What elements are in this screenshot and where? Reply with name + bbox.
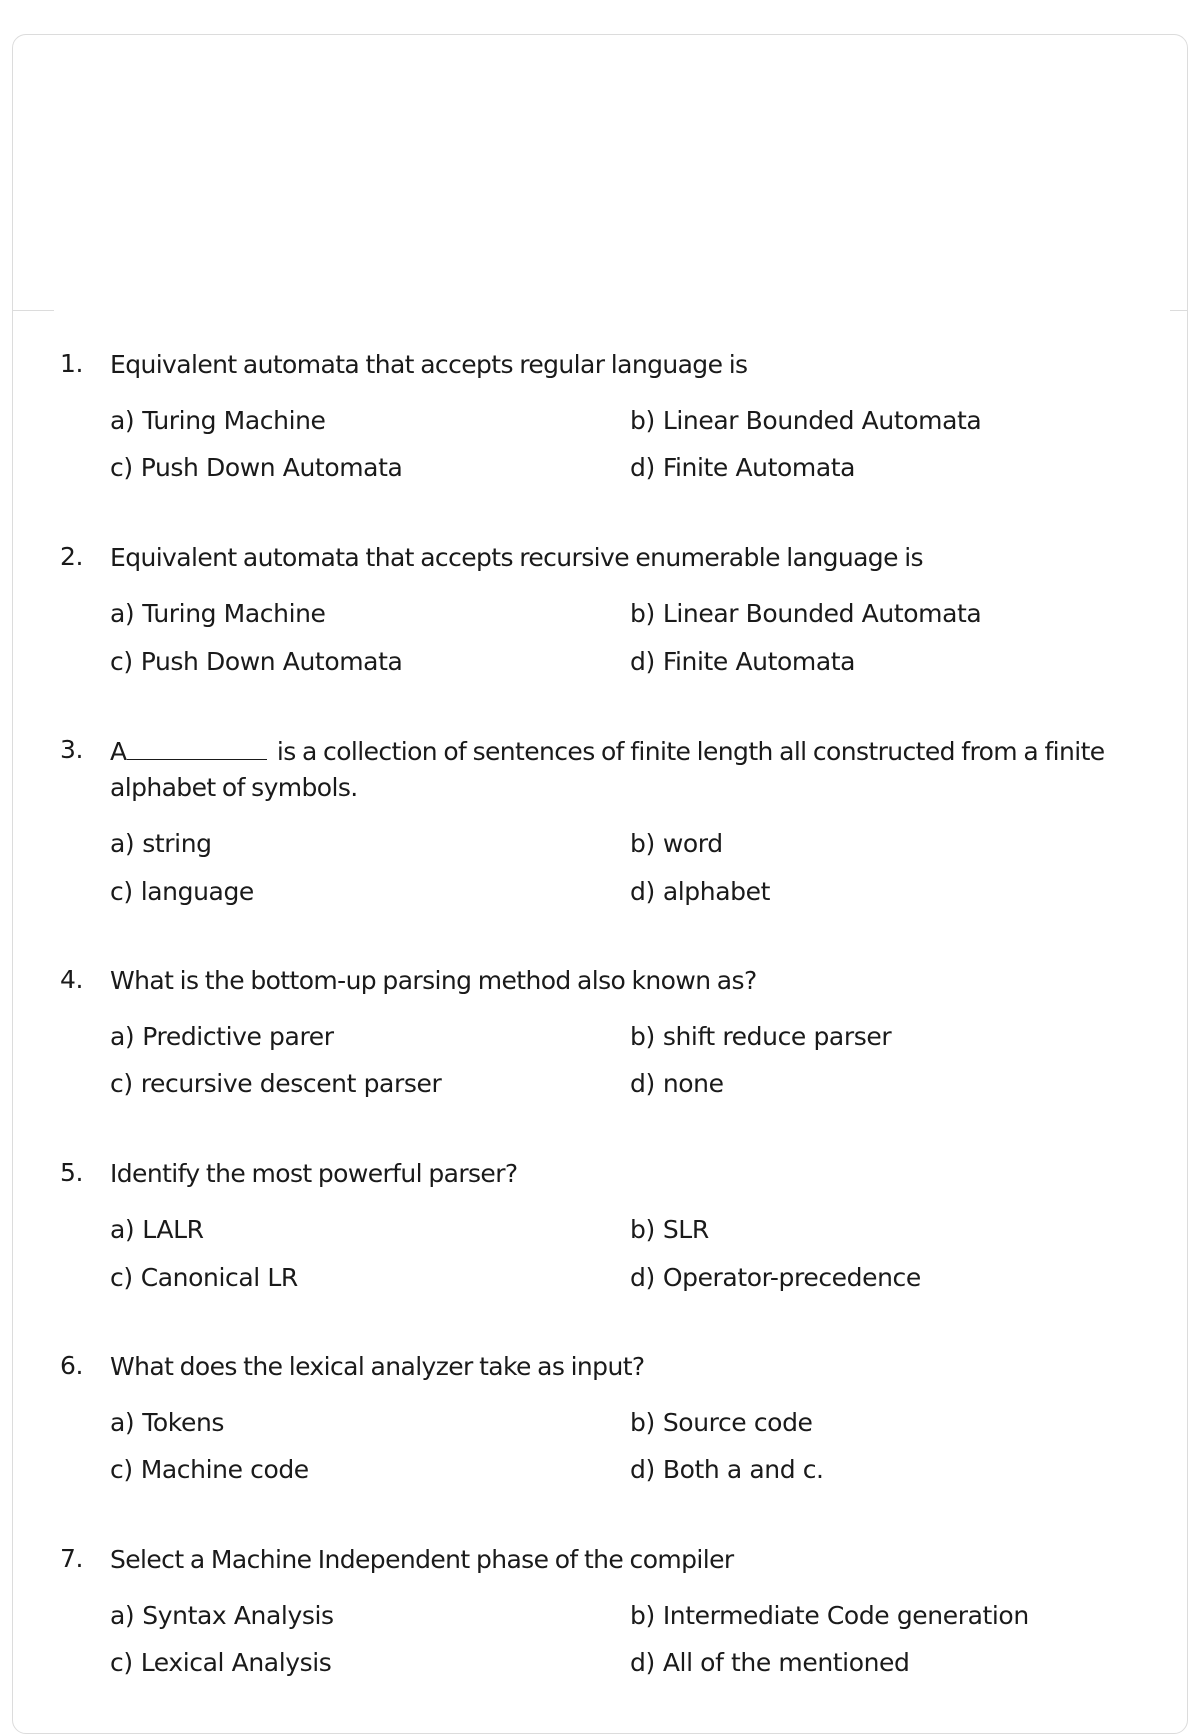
option-letter: b) xyxy=(630,829,655,858)
option-letter: c) xyxy=(110,453,133,482)
option-text: alphabet xyxy=(662,877,770,906)
option-text: shift reduce parser xyxy=(662,1022,892,1051)
option-a[interactable] xyxy=(110,1020,334,1054)
option-d[interactable] xyxy=(630,1067,724,1101)
question-text: Equivalent automata that accepts recursive enumerable language is xyxy=(110,543,923,572)
option-text: Linear Bounded Automata xyxy=(662,406,982,435)
question-text: Equivalent automata that accepts regular language is xyxy=(110,350,748,379)
option-b[interactable] xyxy=(630,597,981,631)
question-number: 7. xyxy=(60,1544,84,1573)
option-letter: c) xyxy=(110,1263,133,1292)
option-text: Source code xyxy=(662,1408,813,1437)
option-letter: d) xyxy=(630,1069,655,1098)
option-letter: a) xyxy=(110,599,135,628)
option-a[interactable] xyxy=(110,597,326,631)
option-letter: d) xyxy=(630,1263,655,1292)
option-text: Both a and c. xyxy=(662,1455,824,1484)
option-text: Finite Automata xyxy=(662,453,856,482)
option-text: Turing Machine xyxy=(142,406,326,435)
question-text: Select a Machine Independent phase of the compiler xyxy=(110,1545,734,1574)
option-letter: b) xyxy=(630,1601,655,1630)
option-c[interactable] xyxy=(110,1261,298,1295)
option-letter: c) xyxy=(110,877,133,906)
option-letter: b) xyxy=(630,1408,655,1437)
option-text: Finite Automata xyxy=(662,647,856,676)
option-letter: d) xyxy=(630,1455,655,1484)
option-letter: c) xyxy=(110,1069,133,1098)
option-c[interactable] xyxy=(110,645,402,679)
option-text: Syntax Analysis xyxy=(142,1601,334,1630)
option-letter: d) xyxy=(630,453,655,482)
option-letter: c) xyxy=(110,647,133,676)
option-letter: a) xyxy=(110,406,135,435)
option-c[interactable] xyxy=(110,1067,441,1101)
option-text: language xyxy=(140,877,254,906)
option-text: LALR xyxy=(142,1215,204,1244)
option-a[interactable] xyxy=(110,1599,334,1633)
option-text: Machine code xyxy=(140,1455,309,1484)
option-letter: a) xyxy=(110,829,135,858)
question-text: Identify the most powerful parser? xyxy=(110,1159,518,1188)
fill-in-blank xyxy=(127,733,267,760)
option-c[interactable] xyxy=(110,875,254,909)
question-number: 4. xyxy=(60,965,84,994)
option-d[interactable] xyxy=(630,645,855,679)
option-letter: d) xyxy=(630,877,655,906)
header-divider-right xyxy=(1170,310,1188,311)
option-c[interactable] xyxy=(110,1646,331,1680)
option-a[interactable] xyxy=(110,404,326,438)
question-number: 6. xyxy=(60,1351,84,1380)
question-number: 1. xyxy=(60,349,84,378)
question-text: What does the lexical analyzer take as input? xyxy=(110,1352,645,1381)
header-divider-left xyxy=(12,310,54,311)
card-header-area xyxy=(12,34,1188,312)
option-text: Canonical LR xyxy=(140,1263,298,1292)
option-d[interactable] xyxy=(630,1261,921,1295)
option-letter: a) xyxy=(110,1215,135,1244)
option-text: string xyxy=(142,829,212,858)
question-number: 2. xyxy=(60,542,84,571)
question-text xyxy=(110,733,1130,806)
option-text: recursive descent parser xyxy=(140,1069,442,1098)
option-letter: c) xyxy=(110,1455,133,1484)
option-text: word xyxy=(662,829,723,858)
option-letter: b) xyxy=(630,599,655,628)
option-b[interactable] xyxy=(630,1599,1029,1633)
option-b[interactable] xyxy=(630,404,981,438)
question-number: 5. xyxy=(60,1158,84,1187)
option-text: Operator-precedence xyxy=(662,1263,921,1292)
option-letter: c) xyxy=(110,1648,133,1677)
option-text: Tokens xyxy=(142,1408,225,1437)
option-b[interactable] xyxy=(630,1406,813,1440)
option-letter: b) xyxy=(630,406,655,435)
option-letter: b) xyxy=(630,1215,655,1244)
option-text: Predictive parer xyxy=(142,1022,334,1051)
option-text: Linear Bounded Automata xyxy=(662,599,982,628)
option-text: Intermediate Code generation xyxy=(662,1601,1029,1630)
option-b[interactable] xyxy=(630,1213,709,1247)
option-b[interactable] xyxy=(630,827,723,861)
option-d[interactable] xyxy=(630,451,855,485)
option-text: Lexical Analysis xyxy=(140,1648,332,1677)
option-a[interactable] xyxy=(110,1213,204,1247)
option-text: none xyxy=(662,1069,724,1098)
option-a[interactable] xyxy=(110,827,212,861)
question-text: What is the bottom-up parsing method also known as? xyxy=(110,966,757,995)
option-letter: d) xyxy=(630,1648,655,1677)
option-c[interactable] xyxy=(110,451,402,485)
option-a[interactable] xyxy=(110,1406,224,1440)
option-d[interactable] xyxy=(630,1646,910,1680)
option-letter: a) xyxy=(110,1022,135,1051)
option-letter: a) xyxy=(110,1408,135,1437)
question-number: 3. xyxy=(60,735,84,764)
option-text: SLR xyxy=(662,1215,709,1244)
option-letter: d) xyxy=(630,647,655,676)
option-c[interactable] xyxy=(110,1453,309,1487)
option-b[interactable] xyxy=(630,1020,891,1054)
question-text-suffix: is a collection of sentences of finite length all constructed from a finite alphabet of symbols. xyxy=(110,737,1105,802)
option-text: All of the mentioned xyxy=(662,1648,910,1677)
option-letter: b) xyxy=(630,1022,655,1051)
option-letter: a) xyxy=(110,1601,135,1630)
option-text: Push Down Automata xyxy=(140,647,403,676)
question-text-prefix: A xyxy=(110,737,127,766)
option-text: Push Down Automata xyxy=(140,453,403,482)
option-d[interactable] xyxy=(630,1453,824,1487)
option-text: Turing Machine xyxy=(142,599,326,628)
option-d[interactable] xyxy=(630,875,770,909)
